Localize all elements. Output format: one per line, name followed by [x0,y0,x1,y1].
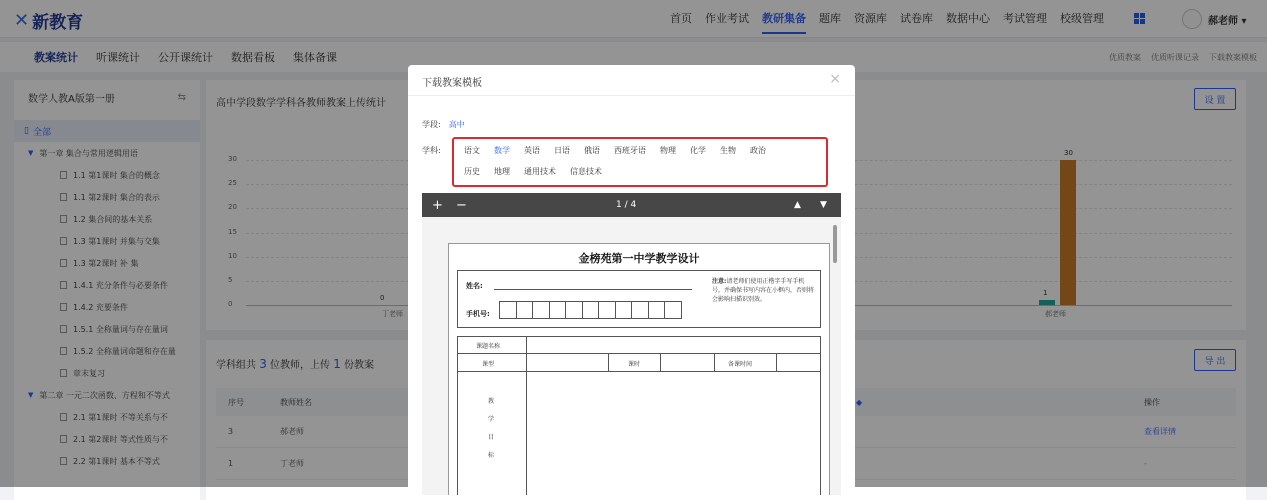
tree-label: 2.1 第2课时 等式性质与不 [73,434,168,444]
digit-box [664,301,682,319]
digit-box [532,301,550,319]
tree-label: 1.2 集合间的基本关系 [73,214,153,224]
subject-option[interactable]: 英语 [524,146,540,155]
x-tick-label: 郝老师 [1045,310,1066,318]
modal-title: 下载教案模板 [422,78,482,89]
stage-row [422,119,465,130]
y-tick-label: 20 [228,203,237,212]
divider [408,95,855,96]
sub-action-link[interactable]: 优质教案 [1109,52,1141,62]
digit-box [549,301,567,319]
row2-label: 课型 [482,361,495,368]
tree-label: 2.1 第1课时 不等关系与不 [73,412,168,422]
stage-label: 学段: [422,120,441,129]
tree-label: 1.4.2 充要条件 [73,302,128,312]
digit-box [631,301,649,319]
export-button[interactable]: 导 出 [1194,349,1236,371]
sort-icon[interactable]: ◆ [856,397,863,407]
tree-label: 1.4.1 充分条件与必要条件 [73,280,168,290]
row-no: 1 [228,459,234,468]
close-icon[interactable]: × [829,71,841,87]
subject-option[interactable]: 俄语 [584,146,600,155]
row-action[interactable]: 查看详情 [1144,427,1176,436]
tree-label: 第一章 集合与常用逻辑用语 [39,148,138,158]
nav-item[interactable]: 试卷库 [900,12,933,25]
table-line [776,353,777,371]
table-line [458,371,820,372]
subject-options [452,137,828,187]
bar-value-label: 0 [380,294,385,302]
brand-mark-icon: ✕ [14,10,30,31]
table-line [526,337,527,495]
digit-box [648,301,666,319]
digit-box [516,301,534,319]
zoom-in-button[interactable]: + [432,197,443,213]
row-name: 丁老师 [280,459,304,468]
row2-lesson: 课时 [628,361,641,368]
next-page-icon[interactable]: ▼ [820,200,827,210]
viewer-toolbar [422,193,841,217]
y-tick-label: 25 [228,179,237,188]
nav-item[interactable]: 数据中心 [946,12,990,25]
row-name: 郝老师 [280,427,304,436]
row-no: 3 [228,427,234,436]
summary-mid: 位教师，上传 [270,360,331,371]
tree-label: 第二章 一元二次函数、方程和不等式 [39,390,170,400]
x-tick-label: 丁老师 [382,310,403,318]
y-tick-label: 5 [228,275,233,284]
col-name: 教师姓名 [280,397,312,407]
tree-label: 1.1 第1课时 集合的概念 [73,170,160,180]
subject-option[interactable]: 政治 [750,146,766,155]
plan-count: 1 [333,357,341,371]
tree-label: 章末复习 [73,368,105,378]
subtab[interactable]: 教案统计 [34,51,78,64]
subject-option[interactable]: 日语 [554,146,570,155]
table-line [660,353,661,371]
sub-action-link[interactable]: 下载教案模板 [1209,52,1257,62]
user-name: 郝老师 ▾ [1208,15,1247,27]
book-title: 数学人教A版第一册 [28,93,115,105]
doc-note [712,277,816,304]
sub-action-link[interactable]: 优质听课记录 [1151,52,1199,62]
nav-item[interactable]: 校级管理 [1060,12,1104,25]
subject-option[interactable]: 信息技术 [570,167,602,176]
nav-item[interactable]: 资源库 [854,12,887,25]
table-line [608,353,609,371]
table-line [714,353,715,371]
doc-table [457,336,821,495]
y-tick-label: 10 [228,251,237,260]
expand-icon[interactable]: ▼ [28,149,34,157]
goal-label: 教学目标 [488,398,495,459]
tree-label: 1.5.2 全称量词命题和存在量 [73,346,176,356]
page-indicator: 1 / 4 [616,200,637,210]
doc-title: 金榜苑第一中学教学设计 [578,252,700,265]
folder-icon: ▯ [24,126,29,136]
digit-box [615,301,633,319]
digit-box [565,301,583,319]
subject-option[interactable]: 地理 [494,167,510,176]
viewer-scrollbar[interactable] [833,225,837,263]
subtab[interactable]: 公开课统计 [158,51,213,64]
zoom-out-button[interactable]: − [456,197,467,213]
brand-name: 新教育 [32,13,84,33]
row2-time: 备课时间 [728,361,753,368]
subtab[interactable]: 数据看板 [231,51,275,64]
subject-option[interactable]: 西班牙语 [614,146,646,155]
y-tick-label: 0 [228,300,233,308]
doc-info-box [457,270,821,328]
bar-value-label: 1 [1043,289,1048,298]
tree-label: 2.2 第1课时 基本不等式 [73,456,160,466]
subject-label: 学科: [422,146,441,155]
settings-button[interactable]: 设 置 [1194,88,1236,110]
subject-option[interactable]: 数学 [494,146,510,155]
row-action: - [1144,459,1147,468]
teacher-count: 3 [259,357,267,371]
table-line [458,353,820,354]
chart-title: 高中学段数学学科各教师教案上传统计 [216,98,386,109]
nav-item[interactable]: 作业考试 [705,12,749,25]
tree-label: 1.5.1 全称量词与存在量词 [73,324,168,334]
note-bold: 注意: [712,278,727,285]
summary-post: 份教案 [344,360,375,371]
document-viewer[interactable] [422,217,841,495]
col-no: 序号 [228,397,244,407]
y-tick-label: 15 [228,227,237,236]
name-line [494,289,692,290]
col-op: 操作 [1144,397,1160,407]
doc-name-label: 姓名: [466,282,483,290]
digit-box [499,301,517,319]
expand-icon[interactable]: ▼ [28,391,34,399]
document-page [448,243,830,495]
switch-icon[interactable]: ⇆ [177,91,186,103]
nav-item[interactable]: 考试管理 [1003,12,1047,25]
stage-option[interactable]: 高中 [448,120,465,129]
bar-value-label: 30 [1064,149,1073,157]
nav-item[interactable]: 教研集备 [762,0,806,38]
tree-all-label: 全部 [32,127,51,138]
subtab[interactable]: 集体备课 [293,51,337,64]
tree-label: 1.3 第2课时 补 集 [73,258,139,268]
summary-pre: 学科组共 [216,360,256,371]
subject-option[interactable]: 生物 [720,146,736,155]
subject-option[interactable]: 物理 [660,146,676,155]
digit-box [582,301,600,319]
tree-label: 1.3 第1课时 并集与交集 [73,236,160,246]
subtab[interactable]: 听课统计 [96,51,140,64]
nav-item[interactable]: 题库 [819,12,841,25]
subject-option[interactable]: 化学 [690,146,706,155]
note-text: 请老师们使用正楷字手写手机号，并确保书写内容在小框内，否则将会影响扫描识别效。 [712,278,815,303]
nav-item[interactable]: 首页 [670,12,692,25]
tree-label: 1.1 第2课时 集合的表示 [73,192,160,202]
y-tick-label: 30 [228,155,237,163]
prev-page-icon[interactable]: ▲ [794,200,801,210]
subject-option[interactable]: 语文 [464,146,480,155]
download-template-modal [408,65,855,495]
row1-label: 课题名称 [476,343,501,350]
subject-option[interactable]: 历史 [464,167,480,176]
phone-digit-boxes [500,301,682,319]
digit-box [598,301,616,319]
doc-phone-label: 手机号: [466,310,490,318]
subject-option[interactable]: 通用技术 [524,167,556,176]
